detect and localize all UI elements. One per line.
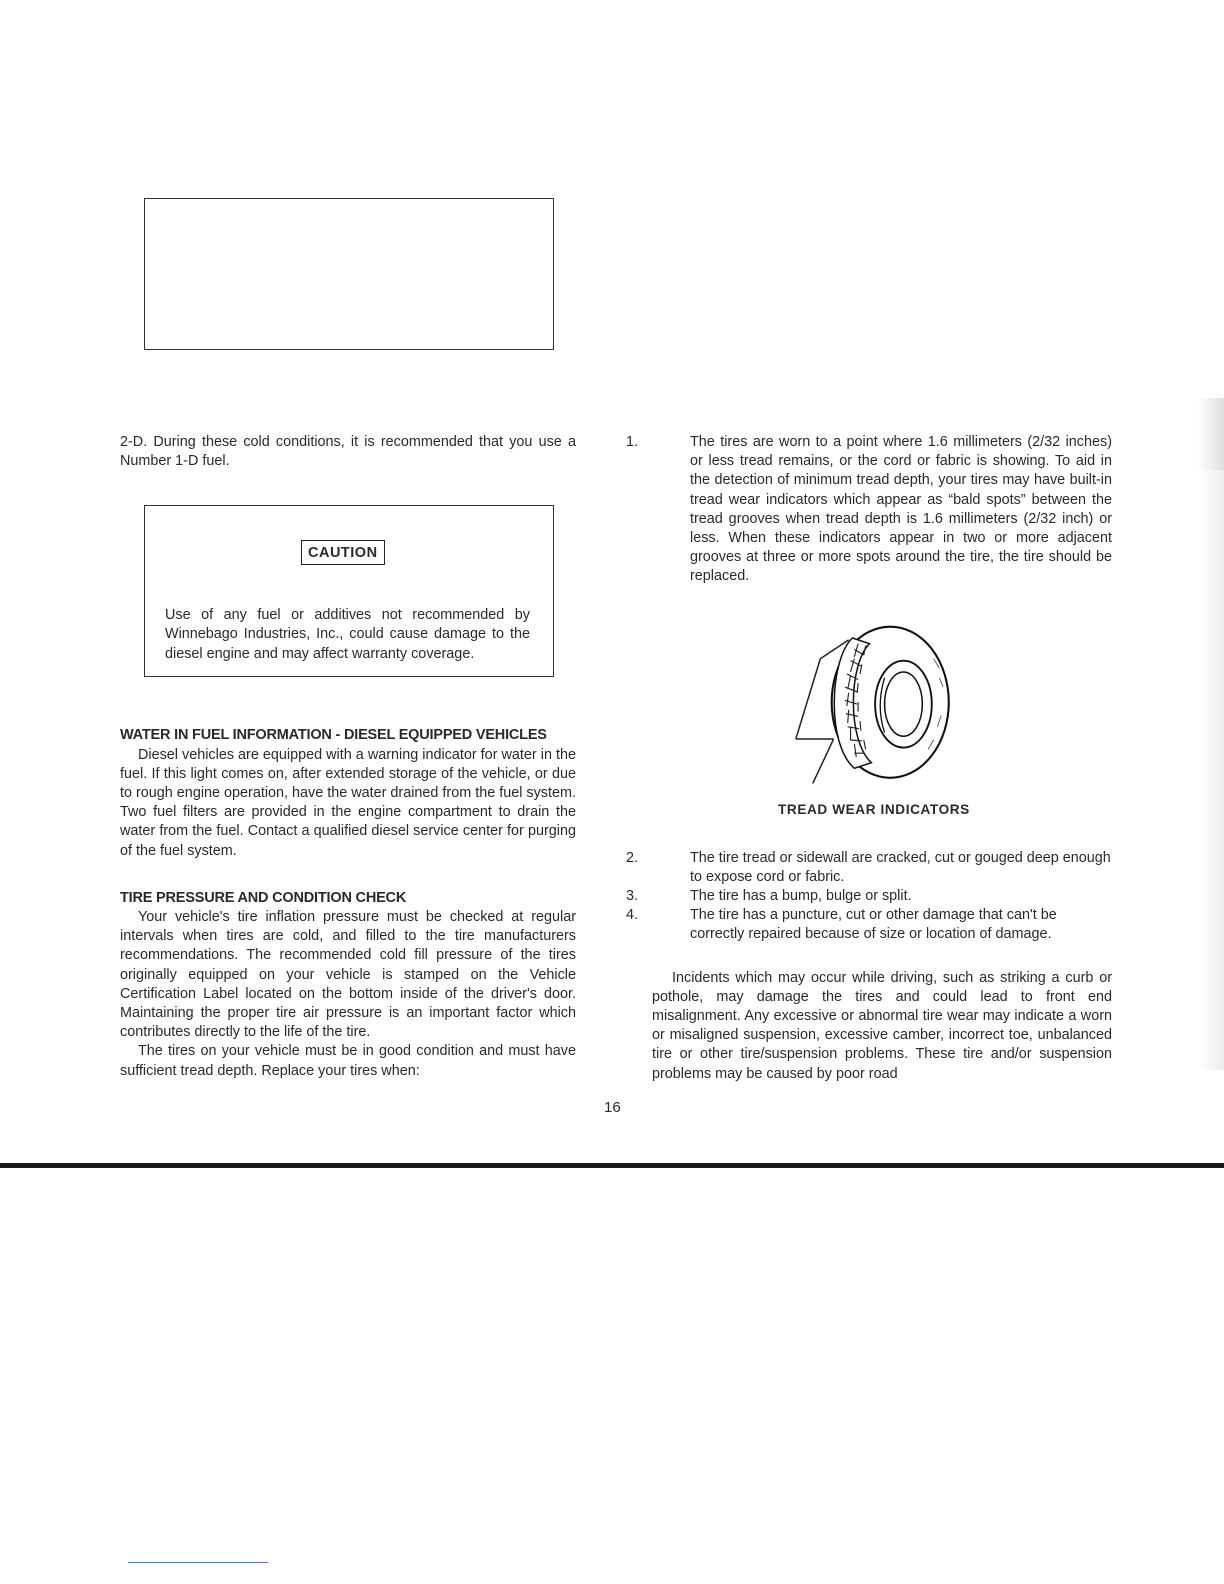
- replacement-list-bottom: [626, 849, 1112, 945]
- figure-caption: TREAD WEAR INDICATORS: [778, 801, 970, 817]
- right-column: [626, 433, 1112, 1084]
- page-edge-shadow-lower: [1198, 470, 1224, 1070]
- list-item: [626, 887, 1112, 906]
- list-item-number: 4.: [626, 907, 639, 924]
- caution-notice: [144, 505, 554, 677]
- tire-section-body-2: The tires on your vehicle must be in good condition and must have sufficient tread depth. Replace your tires when:: [120, 1043, 576, 1079]
- replacement-list-top: [626, 433, 1112, 587]
- list-item: [626, 849, 1112, 887]
- list-item: [626, 906, 1112, 944]
- tire-section-body-1: Your vehicle's tire inflation pressure must be checked at regular intervals when tires are cold, and filled to the tire manufacturers recommendations. The recommended cold fill pressure of the tires originally equipped on your vehicle is stamped on the Vehicle Certification Label located on the bottom inside of the driver's door. Maintaining the proper tire air pressure is an important factor which contributes directly to the life of the tire.: [120, 909, 576, 1041]
- list-item-text: The tires are worn to a point where 1.6 millimeters (2/32 inches) or less tread remains, or the cord or fabric is showing. To aid in the detection of minimum tread depth, your tires may have built-in tread wear indicators which appear as “bald spots” between the tread grooves when tread depth is 1.6 millimeters (2/32 inch) or less. When these indicators appear in two or more adjacent grooves at three or more spots around the tire, the tire should be replaced.: [690, 434, 1112, 585]
- tire-section-heading: TIRE PRESSURE AND CONDITION CHECK: [120, 889, 407, 906]
- page-edge-shadow: [1198, 398, 1224, 470]
- list-item-text: The tire tread or sidewall are cracked, cut or gouged deep enough to expose cord or fabric.: [690, 849, 1111, 885]
- list-item-number: 1.: [626, 434, 639, 450]
- caution-text: Use of any fuel or additives not recommended by Winnebago Industries, Inc., could cause damage to the diesel engine and may affect warranty coverage.: [165, 607, 530, 662]
- tire-illustration: [792, 621, 962, 791]
- list-item-text: The tire has a puncture, cut or other damage that can't be correctly repaired because of size or location of damage.: [690, 907, 1057, 943]
- list-item-text: The tire has a bump, bulge or split.: [690, 888, 912, 905]
- footer-rule: [128, 1562, 268, 1563]
- page-bottom-edge: [0, 1163, 1224, 1168]
- list-item-number: 2.: [626, 849, 639, 866]
- list-item: [626, 433, 1112, 587]
- closing-paragraph: Incidents which may occur while driving, such as striking a curb or pothole, may damage the tires and could lead to front end misalignment. Any excessive or abnormal tire wear may indicate a worn or misaligned suspension, excessive camber, incorrect toe, unbalanced tire or other tire/suspension problems. These tire and/or suspension problems may be caused by poor road: [652, 969, 1112, 1082]
- caution-label: CAUTION: [301, 540, 385, 565]
- list-item-number: 3.: [626, 888, 639, 905]
- water-section-body: Diesel vehicles are equipped with a warning indicator for water in the fuel. If this light comes on, after extended storage of the vehicle, or due to rough engine operation, have the water drained from the fuel system. Two fuel filters are provided in the engine compartment to drain the water from the fuel. Contact a qualified diesel service center for purging of the fuel system.: [120, 746, 576, 859]
- intro-paragraph: 2-D. During these cold conditions, it is recommended that you use a Number 1-D fuel.: [120, 434, 576, 470]
- water-section-heading: WATER IN FUEL INFORMATION - DIESEL EQUIPPED VEHICLES: [120, 727, 547, 744]
- caution-box: [144, 198, 554, 350]
- page-number: 16: [604, 1099, 621, 1116]
- figure-area: [626, 587, 1112, 849]
